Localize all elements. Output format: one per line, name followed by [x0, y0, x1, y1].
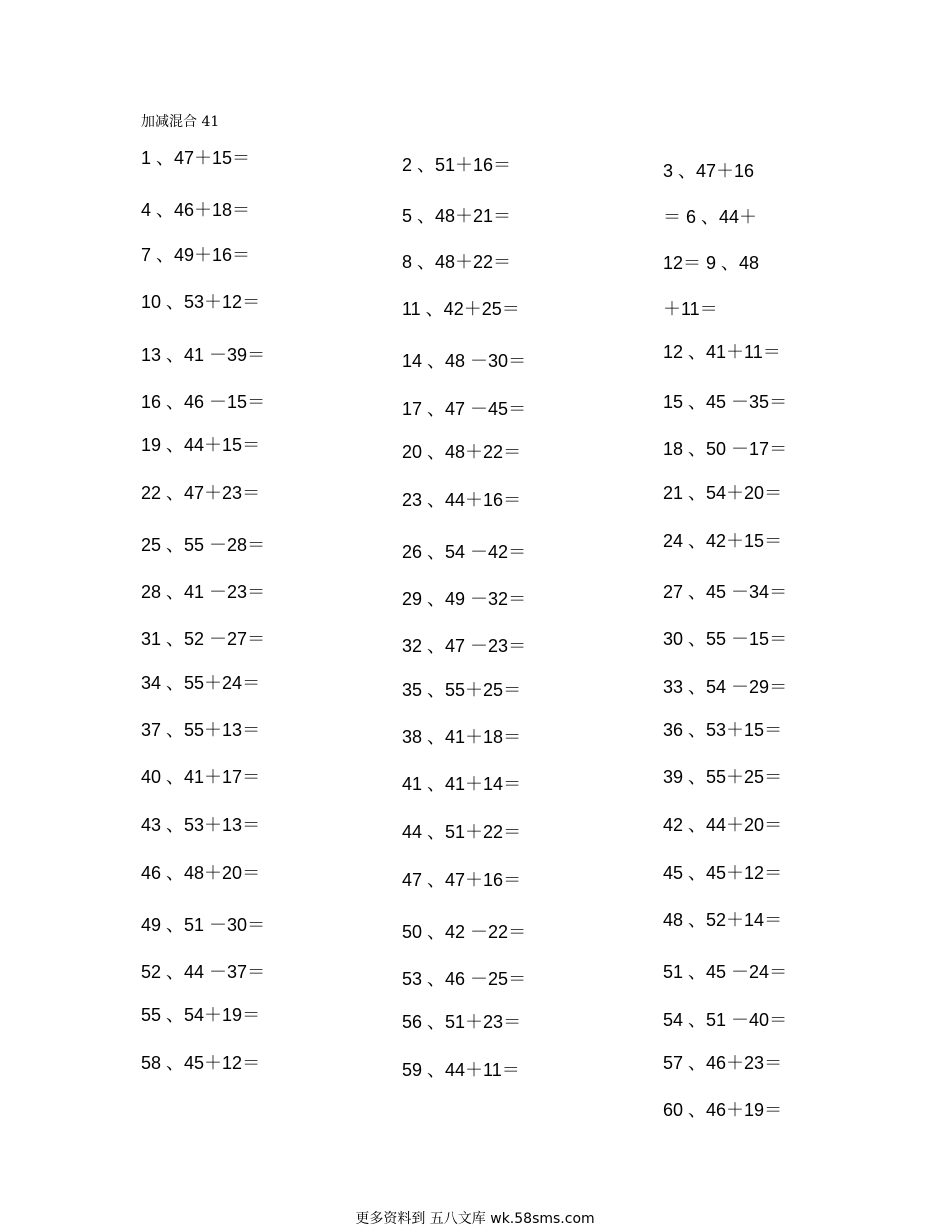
problem-item: 58 、45＋12＝ [141, 1053, 261, 1073]
footer-link[interactable]: 更多资料到 五八文库 wk.58sms.com [355, 1211, 595, 1227]
problem-item: 19 、44＋15＝ [141, 435, 261, 455]
problem-item: 3 、47＋16 [663, 161, 755, 181]
problem-item: 38 、41＋18＝ [402, 727, 522, 747]
problem-item: 48 、52＋14＝ [663, 910, 783, 930]
problem-item: 35 、55＋25＝ [402, 680, 522, 700]
problem-item: 21 、54＋20＝ [663, 483, 783, 503]
problem-item: 60 、46＋19＝ [663, 1100, 783, 1120]
problem-item: 57 、46＋23＝ [663, 1053, 783, 1073]
problem-item: 24 、42＋15＝ [663, 531, 783, 551]
problem-item: 56 、51＋23＝ [402, 1012, 522, 1032]
problem-item: 33 、54 －29＝ [663, 677, 788, 697]
problem-item: 41 、41＋14＝ [402, 774, 522, 794]
problem-item: 59 、44＋11＝ [402, 1060, 520, 1080]
problem-item: 10 、53＋12＝ [141, 292, 261, 312]
problem-item: 36 、53＋15＝ [663, 720, 783, 740]
problem-item: 2 、51＋16＝ [402, 155, 512, 175]
problem-item: 52 、44 －37＝ [141, 962, 266, 982]
problem-item: 31 、52 －27＝ [141, 629, 266, 649]
problem-item: 27 、45 －34＝ [663, 582, 788, 602]
problem-item: 1 、47＋15＝ [141, 148, 251, 168]
problem-item: 55 、54＋19＝ [141, 1005, 261, 1025]
problem-item: 44 、51＋22＝ [402, 822, 522, 842]
problem-item: 42 、44＋20＝ [663, 815, 783, 835]
problem-item: 47 、47＋16＝ [402, 870, 522, 890]
problem-item: 7 、49＋16＝ [141, 245, 251, 265]
problem-item: 18 、50 －17＝ [663, 439, 788, 459]
problem-item: 22 、47＋23＝ [141, 483, 261, 503]
worksheet-title: 加减混合 41 [141, 114, 220, 130]
problem-item: 32 、47 －23＝ [402, 636, 527, 656]
problem-item: 37 、55＋13＝ [141, 720, 261, 740]
problem-item: 25 、55 －28＝ [141, 535, 266, 555]
problem-item: 34 、55＋24＝ [141, 673, 261, 693]
problem-item: 50 、42 －22＝ [402, 922, 527, 942]
problem-item: 20 、48＋22＝ [402, 442, 522, 462]
problem-item: 26 、54 －42＝ [402, 542, 527, 562]
problem-item: 11 、42＋25＝ [402, 299, 520, 319]
problem-item: 51 、45 －24＝ [663, 962, 788, 982]
problem-item: 23 、44＋16＝ [402, 490, 522, 510]
problem-item: 16 、46 －15＝ [141, 392, 266, 412]
problem-item: 5 、48＋21＝ [402, 206, 512, 226]
problem-item: 53 、46 －25＝ [402, 969, 527, 989]
problem-item: 39 、55＋25＝ [663, 767, 783, 787]
problem-item: 12 、41＋11＝ [663, 342, 781, 362]
problem-item: 30 、55 －15＝ [663, 629, 788, 649]
problem-item: 8 、48＋22＝ [402, 252, 512, 272]
problem-item: 46 、48＋20＝ [141, 863, 261, 883]
problem-item: 29 、49 －32＝ [402, 589, 527, 609]
problem-item: 12＝ 9 、48 [663, 253, 760, 273]
problem-item: 43 、53＋13＝ [141, 815, 261, 835]
problem-item: 13 、41 －39＝ [141, 345, 266, 365]
problem-item: 4 、46＋18＝ [141, 200, 251, 220]
problem-item: ＋11＝ [663, 299, 718, 319]
problem-item: 49 、51 －30＝ [141, 915, 266, 935]
problem-item: 15 、45 －35＝ [663, 392, 788, 412]
problem-item: 54 、51 －40＝ [663, 1010, 788, 1030]
problem-item: 14 、48 －30＝ [402, 351, 527, 371]
problem-item: ＝ 6 、44＋ [663, 207, 758, 227]
problem-item: 45 、45＋12＝ [663, 863, 783, 883]
problem-item: 40 、41＋17＝ [141, 767, 261, 787]
problem-item: 28 、41 －23＝ [141, 582, 266, 602]
problem-item: 17 、47 －45＝ [402, 399, 527, 419]
